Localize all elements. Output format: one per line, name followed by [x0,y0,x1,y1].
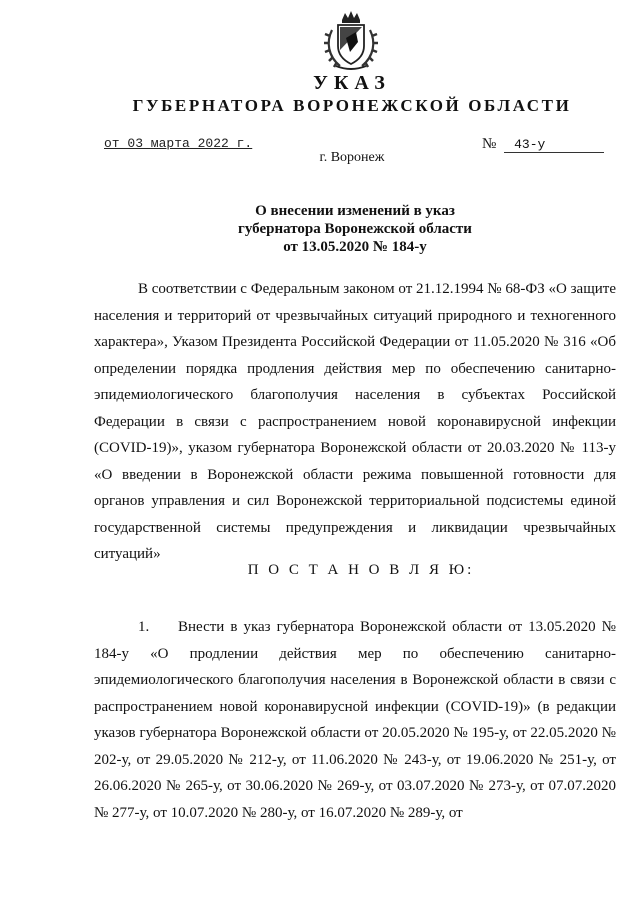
subject-line: губернатора Воронежской области [238,221,472,237]
subject-line: О внесении изменений в указ [255,203,455,219]
document-title: УКАЗ [313,72,391,94]
item-text: Внести в указ губернатора Воронежской области от 13.05.2020 № 184-у «О продлении действия мер по обеспечению санитарно-эпидемиологического благополучия населения в Воронежской области в связи с распространением новой коронавирусной инфекции (COVID-19)» (в редакции указов губернатора Воронежской области от 20.05.2020 № 195-у, от 22.05.2020 № 202-у, от 29.05.2020 № 212-у, от 11.06.2020 № 243-у, от 19.06.2020 № 251-у, от 26.06.2020 № 265-у, от 30.06.2020 № 269-у, от 03.07.2020 № 273-у, от 07.07.2020 № 277-у, от 10.07.2020 № 280-у, от 16.07.2020 № 289-у, от [94,619,616,821]
item-number: 1. [138,619,150,635]
subject-line: от 13.05.2020 № 184-у [283,239,427,255]
decree-item [94,614,616,826]
preamble-paragraph: В соответствии с Федеральным законом от 21.12.1994 № 68-ФЗ «О защите населения и территорий от чрезвычайных ситуаций природного и техногенного характера», Указом Президента Российской Федерации от 11.05.2020 № 316 «Об определении порядка продления действия мер по обеспечению санитарно-эпидемиологического благополучия населения в субъектах Российской Федерации в связи с распространением новой коронавирусной инфекции (COVID-19)», указом губернатора Воронежской области от 20.03.2020 № 113-у «О введении в Воронежской области режима повышенной готовности для органов управления и сил Воронежской территориальной подсистемы единой государственной системы предупреждения и ликвидации чрезвычайных ситуаций» [94,281,616,562]
number-sign: № [482,136,497,152]
document-subject [0,202,640,256]
decree-heading: П О С Т А Н О В Л Я Ю: [247,562,475,578]
document-issuer: ГУБЕРНАТОРА ВОРОНЕЖСКОЙ ОБЛАСТИ [132,96,572,115]
document-date: от 03 марта 2022 г. [104,136,253,151]
document-number: 43-у [504,138,604,153]
coat-of-arms-icon [318,8,384,74]
document-city: г. Воронеж [319,150,385,165]
